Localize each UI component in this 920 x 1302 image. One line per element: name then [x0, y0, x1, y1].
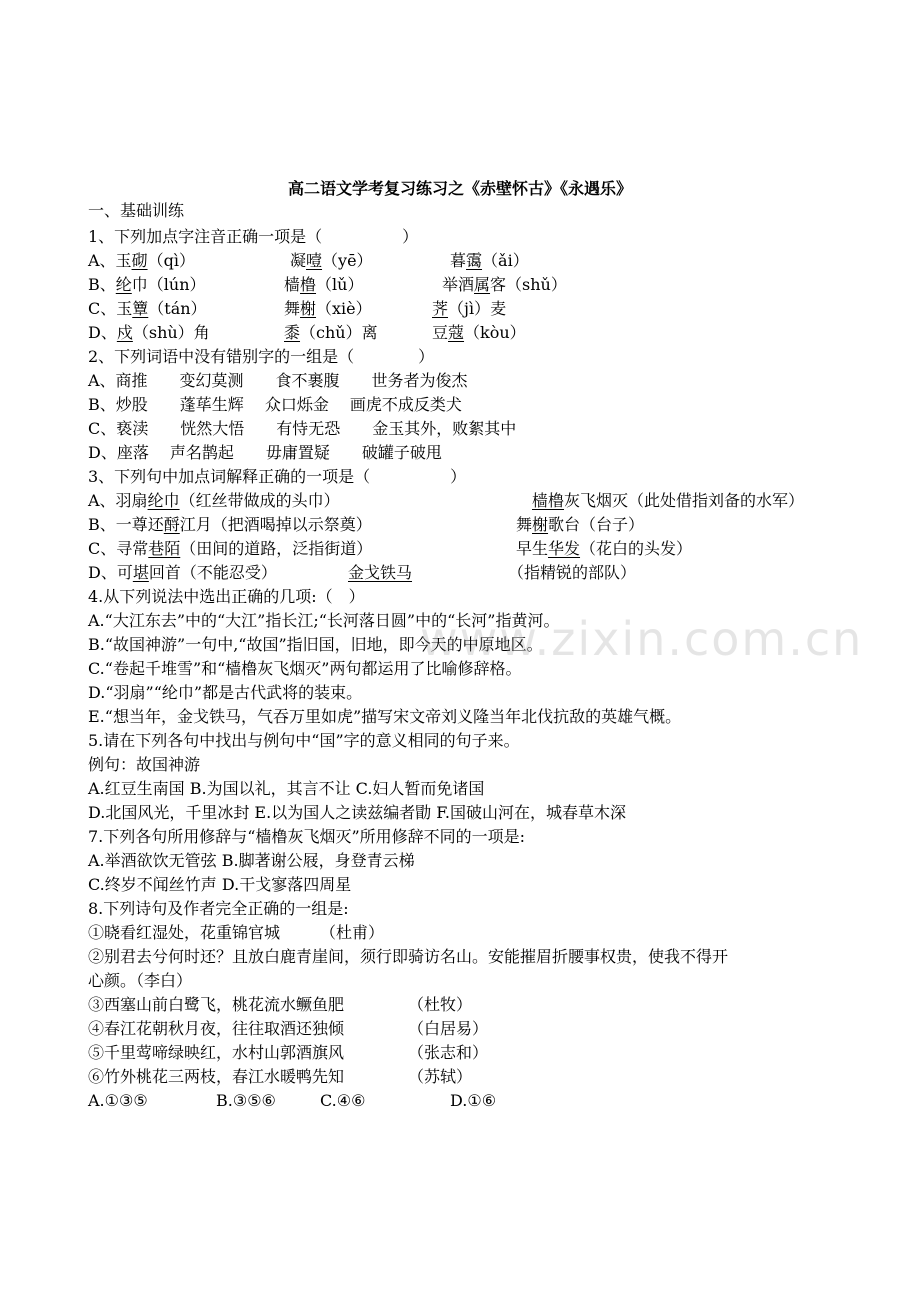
q3d-term: 堪 — [132, 563, 149, 582]
q3b-term2: 榭 — [532, 515, 549, 534]
q3a-term: 纶巾 — [147, 491, 180, 510]
q2-option-d: D、座落 声名鹊起 毋庸置疑 破罐子破甩 — [88, 443, 442, 462]
q3c-term: 巷陌 — [148, 539, 181, 558]
q8-answer-b: B.③⑤⑥ — [216, 1091, 276, 1110]
question-5-stem: 5.请在下列各句中找出与例句中“国”字的意义相同的句子来。 — [88, 731, 520, 750]
q3b-gloss2: 歌台（台子） — [548, 515, 645, 534]
q3c-gloss: （田间的道路，泛指街道） — [180, 539, 373, 558]
q8-item-3 — [0, 994, 920, 1016]
q2-option-a: A、商推 变幻莫测 食不裹腹 世务者为俊杰 — [88, 371, 468, 390]
q3b-gloss: 江月（把酒喝掉以示祭奠） — [179, 515, 372, 534]
q3b-text2: 舞 — [516, 515, 533, 534]
q1b-text: B、 — [88, 275, 116, 294]
q1c-char: 簟 — [132, 299, 149, 318]
q1a-text: A、玉 — [88, 251, 132, 270]
q1d-pinyin: （shù）角 — [132, 323, 210, 342]
q1c-pinyin3: （jì）麦 — [448, 299, 507, 318]
q8-author-1: （杜甫） — [320, 923, 385, 942]
q3d-term2: 金戈铁马 — [348, 563, 413, 582]
q2-option-c: C、亵渎 恍然大悟 有恃无恐 金玉其外，败絮其中 — [88, 419, 517, 438]
q8-author-3: （杜牧） — [408, 995, 473, 1014]
q1c-char3: 荠 — [432, 299, 449, 318]
q8-author-6: （苏轼） — [408, 1067, 473, 1086]
q8-item-5 — [0, 1042, 920, 1064]
q8-poem-3: ③西塞山前白鹭飞，桃花流水鳜鱼肥 — [88, 995, 345, 1014]
q2-option-b: B、炒股 蓬荜生辉 众口烁金 画虎不成反类犬 — [88, 395, 462, 414]
q3-option-c — [0, 538, 920, 560]
q3d-gloss: 回首（不能忍受） — [148, 563, 277, 582]
q3-option-b — [0, 514, 920, 536]
q1b-char3: 属 — [474, 275, 491, 294]
q8-author-5: （张志和） — [408, 1043, 489, 1062]
q8-answer-d: D.①⑥ — [450, 1091, 497, 1110]
q8-poem-6: ⑥竹外桃花三两枝，春江水暖鸭先知 — [88, 1067, 345, 1086]
q1d-text3: 豆 — [432, 323, 449, 342]
q1b-char: 纶 — [115, 275, 132, 294]
q1-option-c — [0, 298, 920, 320]
q3d-text: D、可 — [88, 563, 133, 582]
q8-item-2: ②别君去兮何时还？且放白鹿青崖间，须行即骑访名山。安能摧眉折腰事权贵，使我不得开 — [88, 947, 729, 966]
q4-option-e: E.“想当年，金戈铁马，气吞万里如虎”描写宋文帝刘义隆当年北伐抗敌的英雄气概。 — [88, 707, 682, 726]
question-8-stem: 8.下列诗句及作者完全正确的一组是: — [88, 899, 349, 918]
q1-option-a — [0, 250, 920, 272]
q3b-term: 酹 — [163, 515, 180, 534]
question-4-stem: 4.从下列说法中选出正确的几项:（ ） — [88, 587, 365, 606]
q8-answer-c: C.④⑥ — [320, 1091, 366, 1110]
q4-option-d: D.“羽扇”“纶巾”都是古代武将的装束。 — [88, 683, 363, 702]
question-2-stem: 2、下列词语中没有错别字的一组是（ ） — [88, 347, 435, 366]
q1b-pinyin3: 客（shǔ） — [490, 275, 567, 294]
q1a-pinyin2: （yē） — [322, 251, 373, 270]
q5-options-2: D.北国风光，千里冰封 E.以为国人之读兹编者勖 F.国破山河在，城春草木深 — [88, 803, 626, 822]
q1-option-b — [0, 274, 920, 296]
q8-item-4 — [0, 1018, 920, 1040]
q1c-text: C、玉 — [88, 299, 133, 318]
q3a-gloss2: 灰飞烟灭（此处借指刘备的水军） — [564, 491, 805, 510]
q1a-pinyin: （qì） — [147, 251, 195, 270]
q1b-char2: 橹 — [300, 275, 317, 294]
q8-author-4: （白居易） — [408, 1019, 489, 1038]
question-1-stem: 1、下列加点字注音正确一项是（ ） — [88, 227, 419, 246]
q1d-char3: 蔻 — [448, 323, 465, 342]
q7-options-2: C.终岁不闻丝竹声 D.干戈寥落四周星 — [88, 875, 352, 894]
watermark: www.zixin.com.cn — [420, 612, 864, 666]
q3a-gloss: （红丝带做成的头巾） — [179, 491, 340, 510]
q8-poem-1: ①晓看红湿处，花重锦官城 — [88, 923, 281, 942]
question-3-stem: 3、下列句中加点词解释正确的一项是（ ） — [88, 467, 467, 486]
q4-option-b: B.“故国神游”一句中,“故国”指旧国，旧地，即今天的中原地区。 — [88, 635, 543, 654]
q1a-pinyin3: （ǎi） — [482, 251, 529, 270]
q1b-pinyin2: （lǔ） — [316, 275, 364, 294]
q4-option-a: A.“大江东去”中的“大江”指长江;“长河落日圆”中的“长河”指黄河。 — [88, 611, 560, 630]
q1b-pinyin: 巾（lún） — [131, 275, 206, 294]
q3c-gloss2: （花白的头发） — [580, 539, 693, 558]
q1b-text2: 樯 — [284, 275, 301, 294]
document-title: 高二语文学考复习练习之《赤壁怀古》《永遇乐》 — [287, 179, 632, 198]
q5-options-1: A.红豆生南国 B.为国以礼，其言不让 C.妇人暂而免诸国 — [88, 779, 485, 798]
q1b-text3: 举酒 — [442, 275, 475, 294]
q1c-char2: 榭 — [300, 299, 317, 318]
q8-item-1 — [0, 922, 920, 944]
q1a-char: 砌 — [131, 251, 148, 270]
q1d-text: D、 — [88, 323, 117, 342]
q8-poem-4: ④春江花朝秋月夜，往往取酒还独倾 — [88, 1019, 345, 1038]
q1d-pinyin2: （chǔ）离 — [300, 323, 378, 342]
q1a-char3: 霭 — [466, 251, 483, 270]
q8-item-6 — [0, 1066, 920, 1088]
q1c-pinyin: （tán） — [148, 299, 207, 318]
q3c-text: C、寻常 — [88, 539, 149, 558]
q1d-pinyin3: （kòu） — [464, 323, 526, 342]
q7-options-1: A.举酒欲饮无管弦 B.脚著谢公屐，身登青云梯 — [88, 851, 415, 870]
q4-option-c: C.“卷起千堆雪”和“樯橹灰飞烟灭”两句都运用了比喻修辞格。 — [88, 659, 522, 678]
q8-item-2-cont: 心颜。（李白） — [88, 971, 193, 990]
q3a-term2: 樯橹 — [532, 491, 565, 510]
q3c-text2: 早生 — [516, 539, 549, 558]
q3-option-d — [0, 562, 920, 584]
section-heading: 一、基础训练 — [88, 201, 185, 220]
q1c-pinyin2: （xiè） — [316, 299, 372, 318]
q1a-text3: 暮 — [450, 251, 467, 270]
q1a-text2: 凝 — [290, 251, 307, 270]
q1d-char: 戍 — [116, 323, 133, 342]
q1-option-d — [0, 322, 920, 344]
q3d-gloss2: （指精锐的部队） — [508, 563, 637, 582]
q8-answer-a: A.①③⑤ — [88, 1091, 148, 1110]
q8-answers — [0, 1090, 920, 1112]
q5-example: 例句：故国神游 — [88, 755, 201, 774]
q3c-term2: 华发 — [548, 539, 581, 558]
q3-option-a — [0, 490, 920, 512]
q1c-text2: 舞 — [284, 299, 301, 318]
q3a-text: A、羽扇 — [88, 491, 148, 510]
q3b-text: B、一尊还 — [88, 515, 164, 534]
q1d-char2: 黍 — [284, 323, 301, 342]
question-7-stem: 7.下列各句所用修辞与“樯橹灰飞烟灭”所用修辞不同的一项是: — [88, 827, 526, 846]
q1a-char2: 噎 — [306, 251, 323, 270]
q8-poem-5: ⑤千里莺啼绿映红，水村山郭酒旗风 — [88, 1043, 345, 1062]
